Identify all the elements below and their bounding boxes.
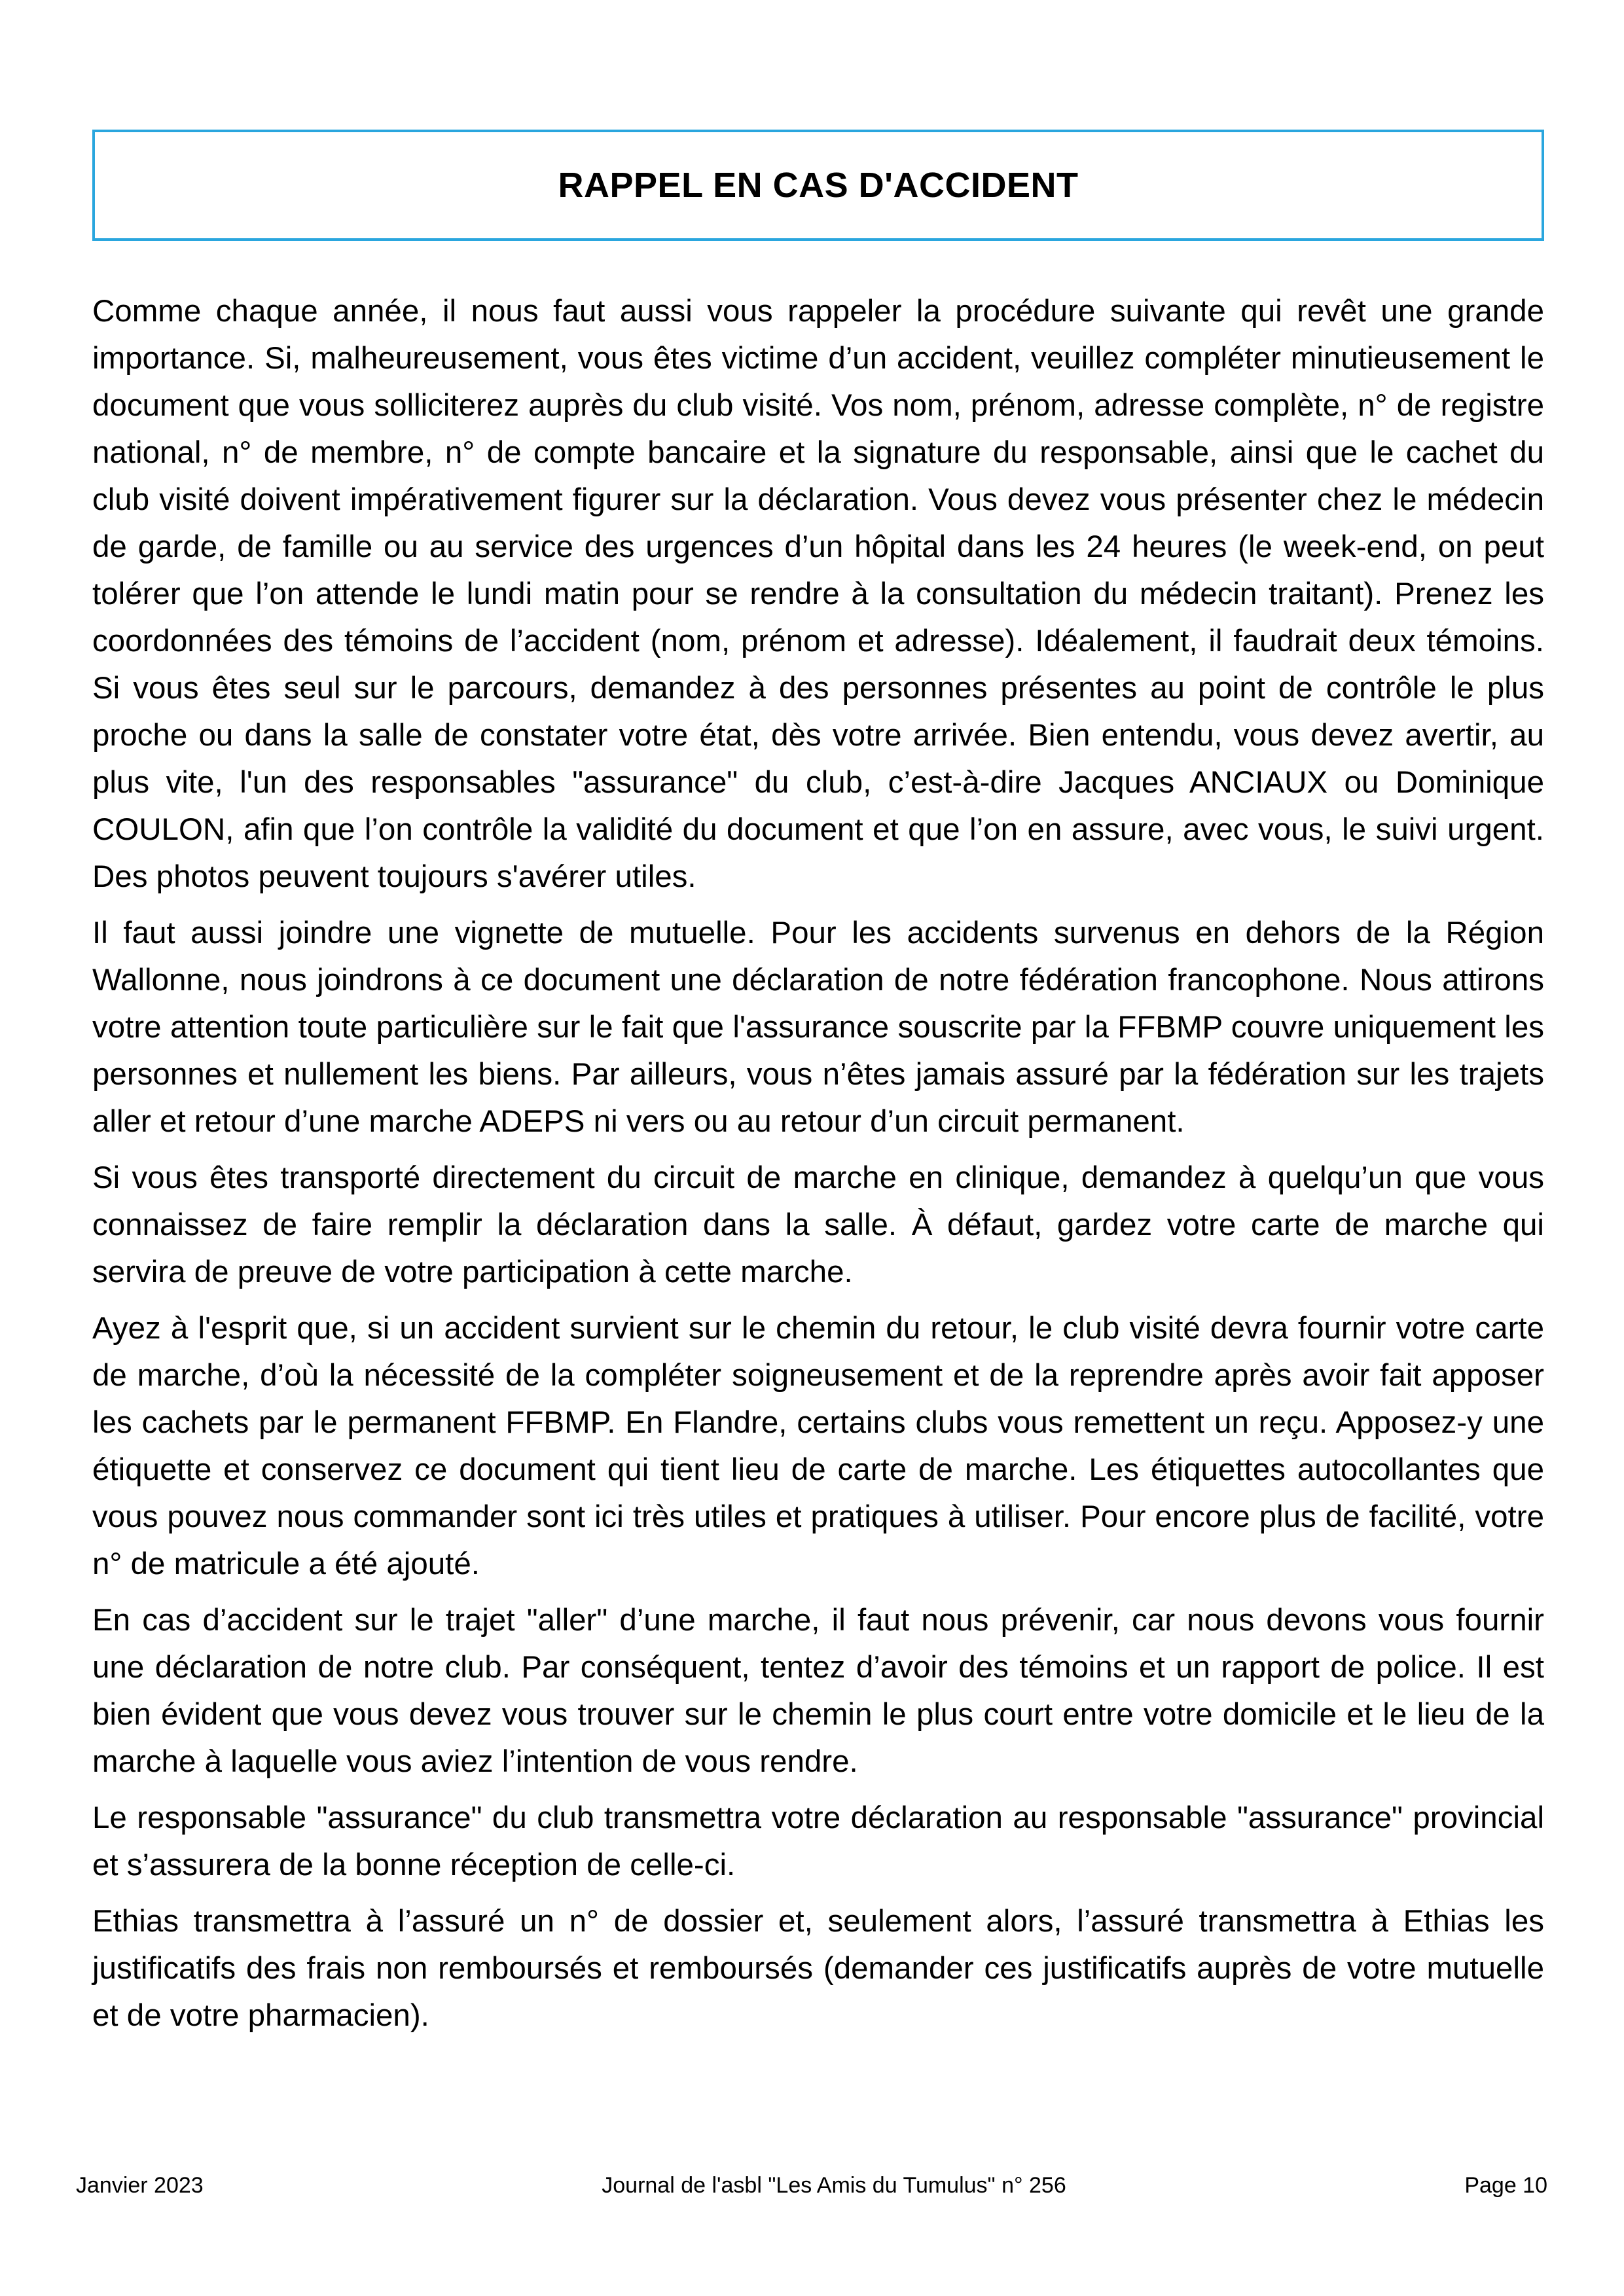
paragraph-retour: Ayez à l'esprit que, si un accident survient sur le chemin du retour, le club visité devra fournir votre carte de marche, d’où la nécessité de la compléter soigneusement et de la reprendre après avoir fait apposer les cachets par le permanent FFBMP. En Flandre, certains clubs vous remettent un reçu. Apposez-y une étiquette et conservez ce document qui tient lieu de carte de marche. Les étiquettes autocollantes que vous pouvez nous commander sont ici très utiles et pratiques à utiliser. Pour encore plus de facilité, votre n° de matricule a été ajouté. <box>92 1311 1544 1581</box>
paragraph-transport: Si vous êtes transporté directement du circuit de marche en clinique, demandez à quelqu’un que vous connaissez de faire remplir la déclaration dans la salle. À défaut, gardez votre carte de marche qui servira de preuve de votre participation à cette marche. <box>92 1160 1544 1289</box>
paragraph-ethias: Ethias transmettra à l’assuré un n° de dossier et, seulement alors, l’assuré transmettra à Ethias les justificatifs des frais non remboursés et remboursés (demander ces justificatifs auprès de votre mutuelle et de votre pharmacien). <box>92 1904 1544 2033</box>
page-footer <box>76 2173 1547 2198</box>
paragraph-mutuelle: Il faut aussi joindre une vignette de mutuelle. Pour les accidents survenus en dehors de la Région Wallonne, nous joindrons à ce document une déclaration de notre fédération francophone. Nous attirons votre attention toute particulière sur le fait que l'assurance souscrite par la FFBMP couvre uniquement les personnes et nullement les biens. Par ailleurs, vous n’êtes jamais assuré par la fédération sur les trajets aller et retour d’une marche ADEPS ni vers ou au retour d’un circuit permanent. <box>92 916 1544 1139</box>
paragraph-aller: En cas d’accident sur le trajet "aller" d’une marche, il faut nous prévenir, car nous devons vous fournir une déclaration de notre club. Par conséquent, tentez d’avoir des témoins et un rapport de police. Il est bien évident que vous devez vous trouver sur le chemin le plus court entre votre domicile et le lieu de la marche à laquelle vous aviez l’intention de vous rendre. <box>92 1603 1544 1779</box>
article-body <box>92 288 1544 2049</box>
footer-page-number: Page 10 <box>1464 2173 1547 2198</box>
paragraph-procedure: Comme chaque année, il nous faut aussi vous rappeler la procédure suivante qui revêt une grande importance. Si, malheureusement, vous êtes victime d’un accident, veuillez compléter minutieusement le document que vous solliciterez auprès du club visité. Vos nom, prénom, adresse complète, n° de registre national, n° de membre, n° de compte bancaire et la signature du responsable, ainsi que le cachet du club visité doivent impérativement figurer sur la déclaration. Vous devez vous présenter chez le médecin de garde, de famille ou au service des urgences d’un hôpital dans les 24 heures (le week-end, on peut tolérer que l’on attende le lundi matin pour se rendre à la consultation du médecin traitant). Prenez les coordonnées des témoins de l’accident (nom, prénom et adresse). Idéalement, il faudrait deux témoins. Si vous êtes seul sur le parcours, demandez à des personnes présentes au point de contrôle le plus proche ou dans la salle de constater votre état, dès votre arrivée. Bien entendu, vous devez avertir, au plus vite, l'un des responsables "assurance" du club, c’est-à-dire Jacques ANCIAUX ou Dominique COULON, afin que l’on contrôle la validité du document et que l’on en assure, avec vous, le suivi urgent. Des photos peuvent toujours s'avérer utiles. <box>92 294 1544 894</box>
paragraph-responsable: Le responsable "assurance" du club transmettra votre déclaration au responsable "assurance" provincial et s’assurera de la bonne réception de celle-ci. <box>92 1801 1544 1882</box>
page-title: RAPPEL EN CAS D'ACCIDENT <box>558 166 1079 205</box>
footer-journal: Journal de l'asbl "Les Amis du Tumulus" n° 256 <box>602 2173 1066 2198</box>
title-box <box>92 130 1544 241</box>
footer-date: Janvier 2023 <box>76 2173 204 2198</box>
